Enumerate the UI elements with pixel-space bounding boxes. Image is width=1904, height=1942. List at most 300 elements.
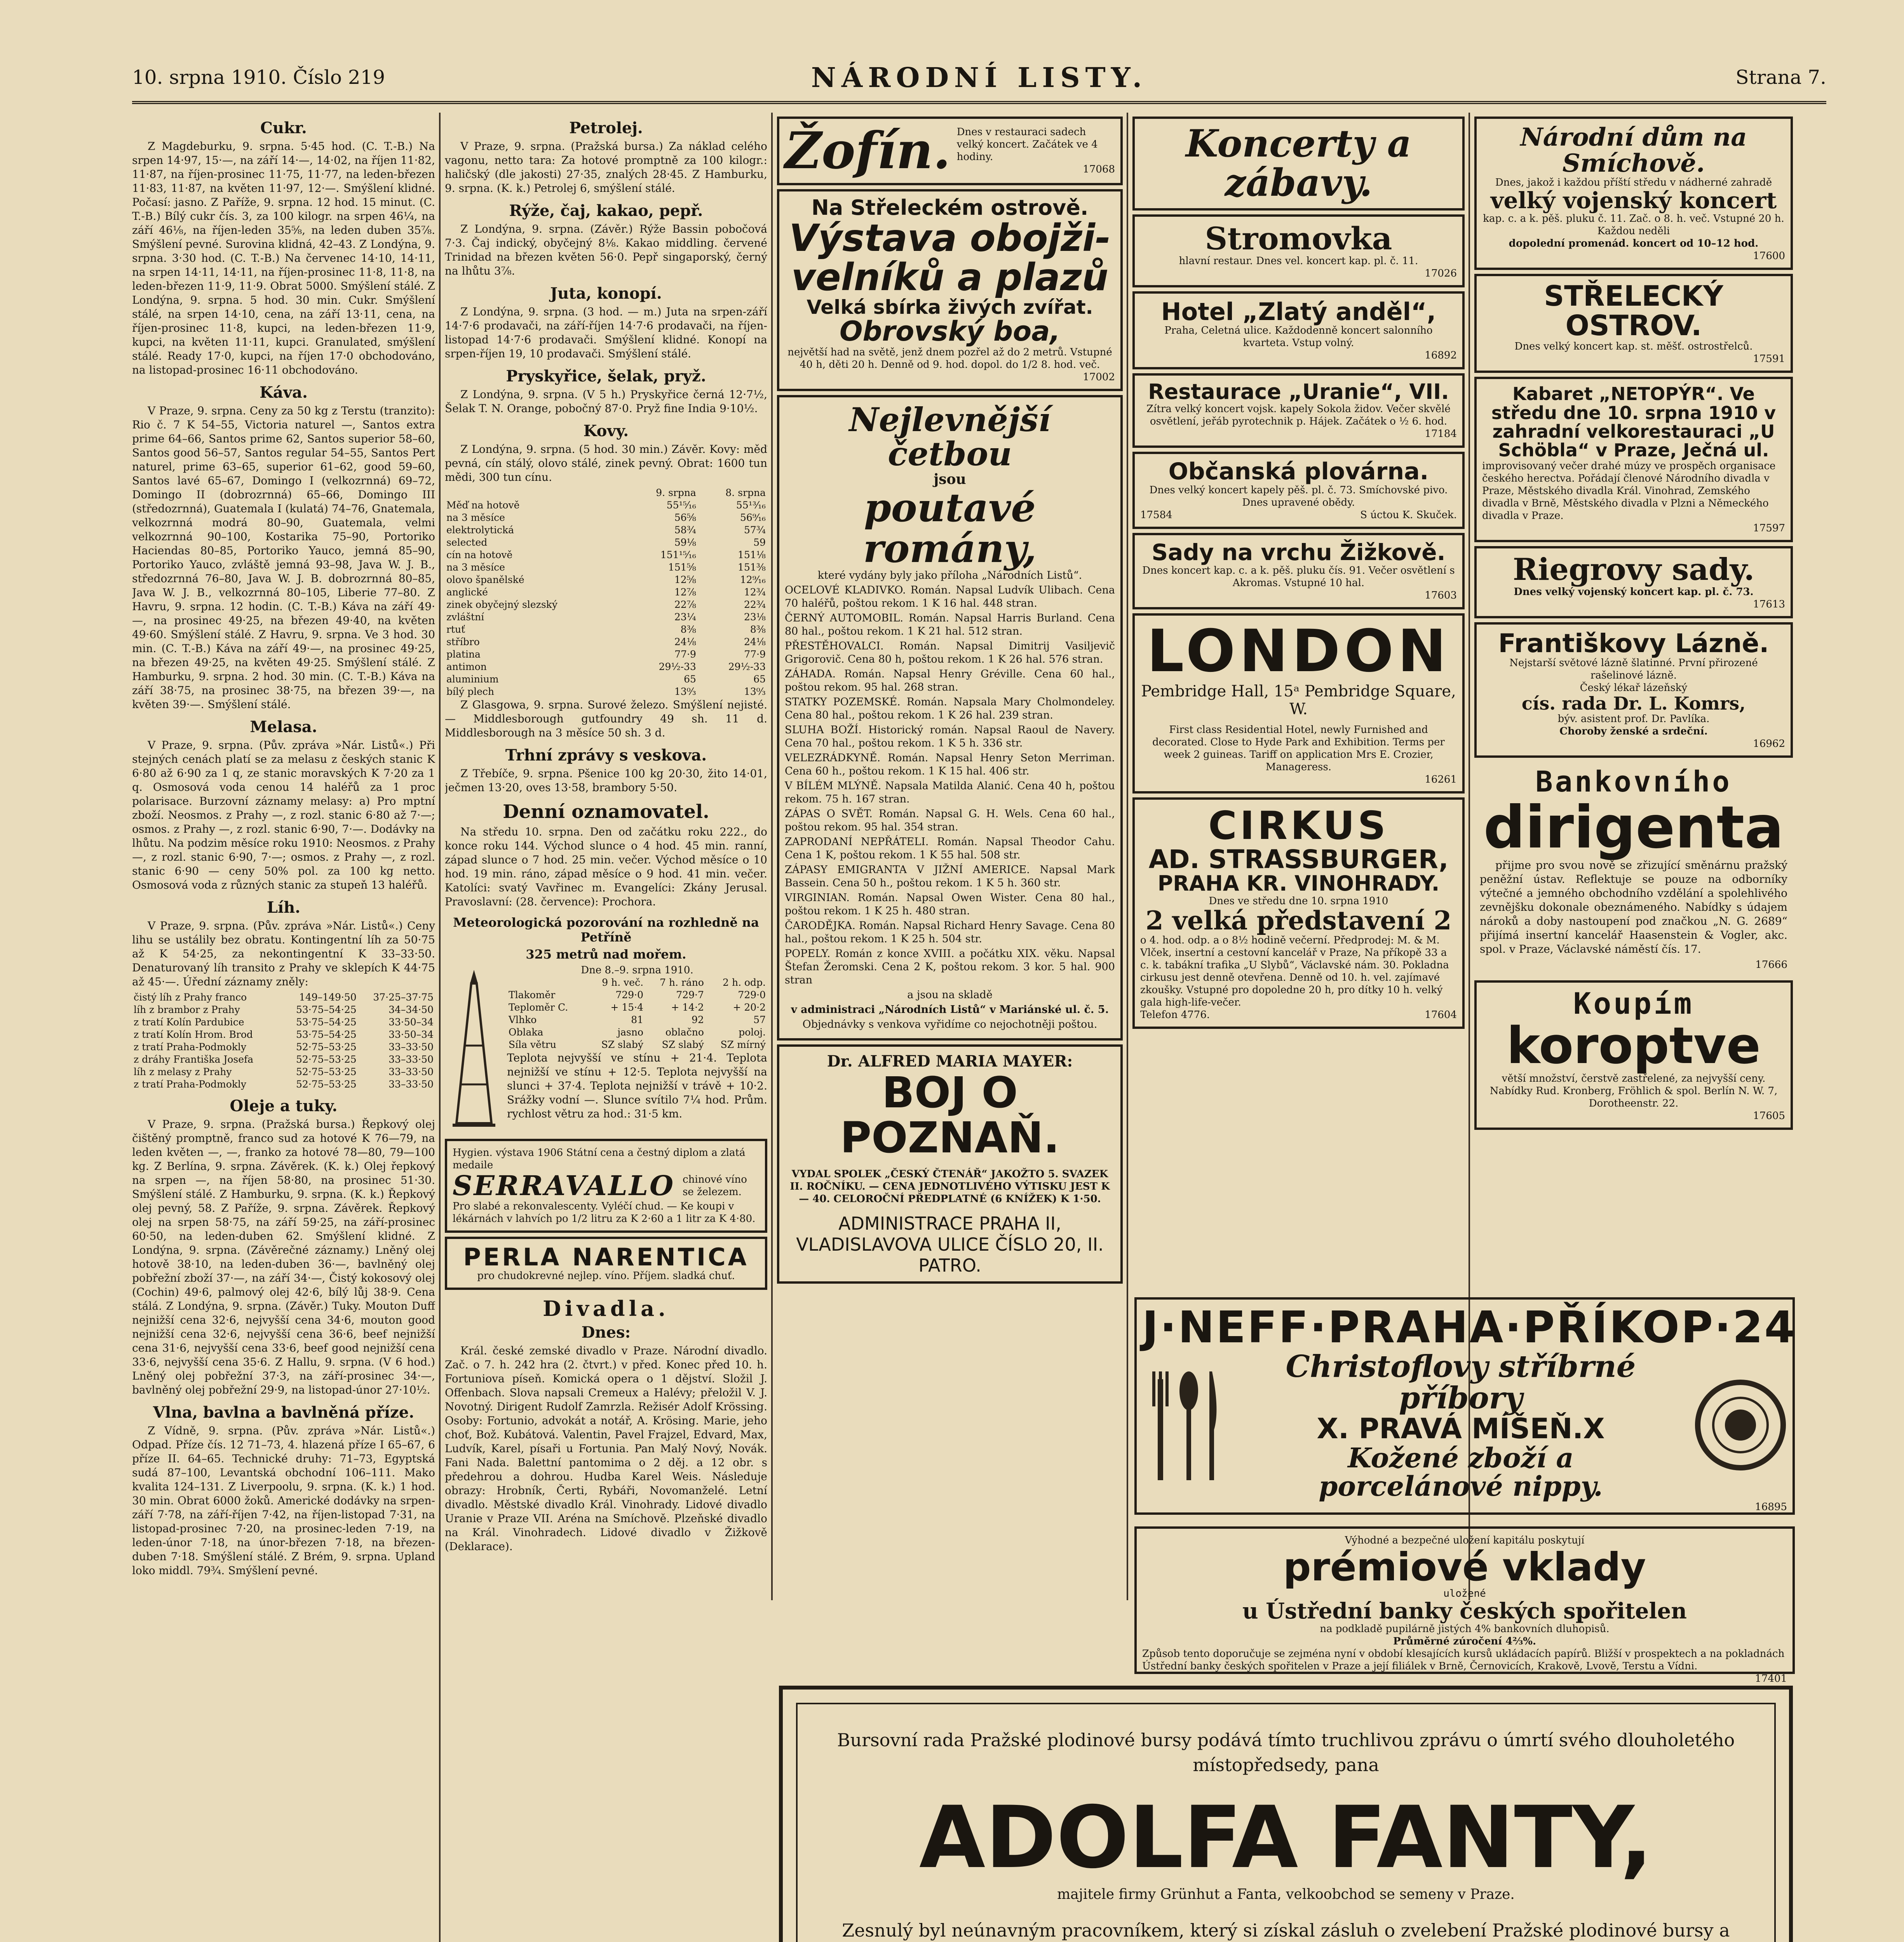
table-cell: bílý plech	[446, 686, 494, 697]
stromovka-text: hlavní restaur. Dnes vel. koncert kap. pl. č. 11.	[1179, 255, 1418, 267]
section-heading: Melasa.	[250, 718, 317, 736]
table-cell: z tratí Kolín Hrom. Brod	[134, 1029, 253, 1040]
table-cell: Vlhko	[509, 1014, 537, 1025]
neff-ad	[1134, 1297, 1795, 1515]
table-cell: aluminium	[446, 673, 499, 685]
table-cell: 37·25–37·75	[373, 992, 434, 1003]
novel-list-item: ZÁHADA. Román. Napsal Henry Gréville. Cena 60 hal., poštou rekom. 95 hal. 268 stran.	[785, 668, 1115, 694]
table-cell: zvláštní	[446, 611, 484, 623]
metals-table-row	[445, 623, 767, 636]
exhibition-title-2: velníků a plazů	[791, 255, 1109, 299]
metals-table-row	[445, 648, 767, 661]
zlaty-text: Praha, Celetná ulice. Každodenně koncert salonního kvarteta. Vstup volný.	[1164, 324, 1433, 349]
serravallo-award: Hygien. výstava 1906 Státní cena a čestný diplom a zlatá medaile	[453, 1147, 746, 1171]
petrin-tower-icon	[449, 968, 499, 1131]
resin-report: Z Londýna, 9. srpna. (V 5 h.) Pryskyřice černá 12·7½, Šelak T. N. Orange, pobočný 87·0. Pryž fine India 9·10½.	[445, 388, 767, 415]
petroleum-report: V Praze, 9. srpna. (Pražská bursa.) Za náklad celého vagonu, netto tara: Za hotové promptně za 100 kilogr.: haličský (dle jakosti) 27·35, znalých 28·45. Z Hamburku, 9. srpna. (K. k.) Petrolej 6, smýšlení stálé.	[445, 140, 767, 195]
coffee-report: V Praze, 9. srpna. Ceny za 50 kg z Terstu (tranzito): Rio č. 7 K 54–55, Victoria naturel —, Santos extra prime 64–66, Santos prime 62, Santos superior 58–60, Santos good 56–57, Santos regular 54–55, Santos Pert naturel, prime 63–65, superior 61–62, good 59–60, Santos lavé 65–67, Domingo I (velkozrnná) 69–72, Domingo II (dobrozrnná) 65–66, Domingo III (středozrnná), Guatemala I (kulatá) 74–76, Gnatemala, velkozrnná modrá 80–90, Guatemala, velmi velkozrnná 90–100, Kostarika 75–90, Portoriko Haciendas 80–85, Portoriko Yauco, jemná 85–90, Portoriko Yauco, zvláště jemná 93–98, Java W. J. B., středozrnná 76–80, Java W. J. B. dobrozrnná 80–85, Java W. J. B., velkozrnná 80–105, Liberie 77–80. Z Havru, 9. srpna. 12 hodin. (C. T.-B.) Káva na září 49·—, na prosinec 49·25, na březen 49·40, na květen 49·60. Smýšlení stálé. Z Havru, 9. srpna. Ve 3 hod. 30 min. (C. T.-B.) Káva na září 49·—, na prosinec 49·25, na březen 49·25, na květen 49·25. Smýšlení stálé. Z Hamburku, 9. srpna. 2 hod. 30 min. (C. T.-B.) Káva na září 38·75, na prosinec 38·75, na březen 39·—, na květen 39·—. Smýšlení stálé.	[132, 404, 435, 711]
ad-number: 17603	[1425, 590, 1457, 602]
table-cell: SZ slabý	[601, 1039, 644, 1050]
table-cell: 13⁰⁄₃	[744, 686, 766, 697]
molasses-report: V Praze, 9. srpna. (Pův. zpráva »Nár. Listů«.) Při stejných cenách platí se za melasu z českých stanic K 6·80 až 6·90 za 1 q, ze stanic moravských K 7·20 za 1 q. Osmosová voda cenou 14 haléřů za 1 proc polarisace. Burzovní záznamy melasy: a) Pro mptní zboží. Neosmos. z Prahy —, z rozl. stanic 6·80 až 7·—; osmos. z Prahy —, z rozl. stanic 6·90, 7·—. Dodávky na lhůtu. Na podzim měsíce roku 1910: Neosmos. z Prahy —, z rozl. stanic 6·90, 7·—; osmos. z Prahy —, z rozl. stanic 6·90 — ceny 50% pol. za 100 kg netto. Osmosová voda z různých stanic za stupeň 13 haléřů.	[132, 739, 435, 891]
narodni-promenade: dopolední promenád. koncert od 10–12 hod.	[1509, 238, 1759, 250]
partridge-heading-1: Koupím	[1573, 986, 1694, 1021]
table-cell: oblačno	[665, 1027, 704, 1038]
novel-list-item: ZÁPAS O SVĚT. Román. Napsal G. H. Wels. Cena 60 hal., poštou rekom. 95 hal. 354 stran.	[785, 808, 1115, 834]
table-cell: platina	[446, 649, 481, 660]
weather-table	[507, 976, 767, 1051]
column-rule	[1127, 113, 1128, 1600]
zofin-ad	[777, 117, 1123, 185]
table-cell: 33–33·50	[388, 1066, 434, 1077]
novels-intro: které vydány byly jako příloha „Národních Listů“.	[817, 569, 1082, 582]
ad-number: 17613	[1753, 598, 1785, 610]
sady-text: Dnes koncert kap. c. a k. pěš. pluku čís. 91. Večer osvětlení s Akromas. Vstupné 10 hal.	[1142, 565, 1455, 589]
table-cell: Teploměr C.	[509, 1002, 568, 1013]
mayer-admin: ADMINISTRACE PRAHA II, VLADISLAVOVA ULICE ČÍSLO 20, II. PATRO.	[796, 1213, 1104, 1276]
zlaty-andel-ad	[1132, 291, 1465, 369]
table-cell: jasno	[617, 1027, 644, 1038]
table-cell: selected	[446, 537, 488, 548]
table-cell: 23¼	[674, 611, 696, 623]
narodni-dum-ad	[1474, 117, 1793, 270]
table-cell: 12¾	[744, 586, 766, 598]
table-cell: stříbro	[446, 636, 480, 647]
ad-number: 17401	[1755, 1672, 1787, 1684]
spirit-table-row	[132, 1078, 435, 1091]
ads-column-5	[1474, 113, 1793, 1278]
table-cell: 52·75–53·25	[296, 1066, 357, 1077]
table-cell: 24⅛	[674, 636, 696, 647]
theatre-listings: Král. české zemské divadlo v Praze. Národní divadlo. Zač. o 7. h. 242 hra (2. čtvrt.) v před. Konec před 10. h. Fortuniova píseň. Komická opera o 1 dějství. Složil J. Offenbach. Slova napsali Cremeux a Halévy; přeložil V. J. Novotný. Dirigent Rudolf Zamrzla. Režisér Adolf Krössing. Osoby: Fortunio, advokát a notář, A. Krösing. Marie, jeho choť, Bož. Kubátová. Valentin, Pavel Frajzel, Edvard, Max, Ludvík, Karel, písaři u Fortunia. Pan Malý Nový, Novák. Fani Nada. Balettní pantomima o 2 děj. a 12 obr. s předehrou a dohrou. Hudba Karel Weis. Následuje obrazy: Hrobník, Čerti, Rybáři, Novomanželé. Letní divadlo. Městské divadlo Král. Vinohrady. Lidové divadlo Uranie v Praze VII. Aréna na Smíchově. Plzeňské divadlo na Král. Vinohradech. Lidové divadlo v Žižkově (Deklarace).	[445, 1344, 767, 1553]
jute-report: Z Londýna, 9. srpna. (3 hod. — m.) Juta na srpen-září 14·7·6 prodavači, na září-říjen 14·7·6 prodavači, na říjen-listopad 14·7·6 prodavači. Smýšlení klidné. Konopí na srpen-říjen 19, 10 prodavači. Smýšlení stálé.	[445, 305, 767, 360]
table-cell: 56⅝	[674, 512, 696, 523]
london-text: First class Residential Hotel, newly Furnished and decorated. Close to Hyde Park and Exhibition. Terms per week 2 guineas. Tariff on application Mrs E. Crozier, Manageress.	[1152, 724, 1445, 773]
table-cell: 53·75–54·25	[296, 1016, 357, 1028]
metals-table-row	[445, 661, 767, 673]
novel-list-item: OCELOVÉ KLADIVKO. Román. Napsal Ludvík Ulibach. Cena 70 haléřů, poštou rekom. 1 K 16 hal. 448 stran.	[785, 584, 1115, 610]
page-number: Strana 7.	[1735, 66, 1826, 89]
metals-col-head: 8. srpna	[725, 487, 766, 498]
table-cell: cín na hotově	[446, 549, 513, 560]
table-cell: + 20·2	[733, 1002, 766, 1013]
table-cell: olovo španělské	[446, 574, 524, 585]
premium-title: prémiové vklady	[1283, 1544, 1646, 1590]
table-cell: na 3 měsíce	[446, 562, 505, 573]
serravallo-brand: SERRAVALLO	[453, 1169, 675, 1202]
table-cell: 52·75–53·25	[296, 1079, 357, 1090]
table-cell: 52·75–53·25	[296, 1054, 357, 1065]
metals-table-row	[445, 512, 767, 524]
metals-table-row	[445, 611, 767, 623]
circus-performances: 2 velká představení 2	[1145, 905, 1452, 936]
table-cell: 8⅜	[680, 624, 696, 635]
table-cell: 729·0	[615, 989, 644, 1001]
metals-table	[445, 487, 767, 698]
theatre-heading: Divadla.	[543, 1296, 669, 1321]
section-heading: Petrolej.	[569, 119, 643, 137]
spirit-table-row	[132, 1053, 435, 1066]
perla-title: PERLA NARENTICA	[463, 1242, 749, 1271]
neff-porcelain: porcelánové nippy.	[1319, 1470, 1603, 1503]
obituary-intro: Bursovní rada Pražské plodinové bursy podává tímto truchlivou zprávu o úmrtí svého dlouholetého místopředsedy, pana	[837, 1730, 1735, 1775]
table-cell: rtuť	[446, 624, 465, 635]
table-cell: 33–33·50	[388, 1079, 434, 1090]
urania-text: Zítra velký koncert vojsk. kapely Sokola židov. Večer skvělé osvětlení, jeřáb pyrotechnik p. Hájek. Začátek o ½ 6. hod.	[1146, 403, 1451, 428]
zlaty-title: Hotel „Zlatý anděl“,	[1161, 297, 1436, 326]
weather-extra: Teplota nejvyšší ve stínu + 21·4. Teplota nejnižší ve stínu + 12·5. Teplota nejvyšší na slunci + 37·4. Teplota nejnižší v trávě + 10·2. Srážky vodní —. Slunce svítilo 7¼ hod. Prům. rychlost větru za hod.: 31·5 km.	[507, 1051, 767, 1120]
section-heading: Pryskyřice, šelak, pryž.	[506, 367, 706, 385]
premium-text: na podkladě pupilárně jistých 4% bankovních dluhopisů.	[1320, 1623, 1610, 1635]
table-cell: 65	[684, 673, 696, 685]
circus-place: PRAHA KR. VINOHRADY.	[1157, 871, 1440, 896]
table-cell: 149–149·50	[299, 992, 357, 1003]
issue-date: 10. srpna 1910. Číslo 219	[132, 66, 385, 89]
section-heading: Vlna, bavlna a bavlněná příze.	[153, 1403, 415, 1422]
table-cell: zinek obyčejný slezský	[446, 599, 557, 610]
metals-table-row	[445, 561, 767, 574]
table-cell: 151⅜	[738, 562, 766, 573]
stromovka-ad	[1132, 214, 1465, 287]
table-cell: 22¾	[744, 599, 766, 610]
ad-number: 17600	[1753, 250, 1785, 262]
weather-table-row	[507, 1039, 767, 1051]
table-cell: 151⅝	[668, 562, 696, 573]
table-cell: 53·75–54·25	[296, 1029, 357, 1040]
table-cell: 29½-33	[728, 661, 766, 672]
narodni-text: Dnes, jakož i každou příští středu v nádherné zahradě	[1495, 177, 1772, 189]
table-cell: 29½-33	[658, 661, 696, 672]
ad-number: 17597	[1753, 522, 1785, 534]
weather-subheading: 325 metrů nad mořem.	[526, 947, 686, 962]
partridge-ad	[1474, 980, 1793, 1129]
riegrovy-text: Dnes velký vojenský koncert kap. pl. č. 73.	[1514, 586, 1754, 598]
zizkov-gardens-ad	[1132, 533, 1465, 609]
novels-heading-2: jsou	[934, 471, 966, 488]
novels-foot: a jsou na skladě	[907, 989, 993, 1001]
spirit-table-row	[132, 1016, 435, 1028]
narodni-text-2: kap. c. a k. pěš. pluku č. 11. Zač. o 8. h. več. Vstupné 20 h.	[1483, 213, 1784, 225]
table-cell: + 14·2	[671, 1002, 704, 1013]
table-cell: líh z brambor z Prahy	[134, 1004, 240, 1015]
lazne-title: Františkovy Lázně.	[1498, 628, 1769, 658]
petrin-tower-illustration	[445, 968, 503, 1131]
table-cell: na 3 měsíce	[446, 512, 505, 523]
table-cell: 24⅛	[744, 636, 766, 647]
cotton-report: Z Vídně, 9. srpna. (Pův. zpráva »Nár. Listů«.) Odpad. Příze čís. 12 71–73, 4. hlazená příze I 65–67, 6 příze II. 64–65. Technické druhy: 71–73, Egyptská sudá 87–100, Levantská obchodní 106–111. Mako kvalita 124–131. Z Liverpoolu, 9. srpna. (K. k.) 1 hod. 30 min. Obrat 6000 žoků. Americké dodávky na srpen-září 7·78, na září-říjen 7·42, na říjen-listopad 7·31, na listopad-prosinec 7·20, na prosinec-leden 7·19, na leden-únor 7·18, na únor-březen 7·18, na březen-duben 7·18. Smýšlení stálé. Z Brém, 9. srpna. Upland loko middl. 79¾. Smýšlení pevné.	[132, 1424, 435, 1577]
section-heading: Denní oznamovatel.	[503, 801, 709, 823]
spirit-report: V Praze, 9. srpna. (Pův. zpráva »Nár. Listů«.) Ceny lihu se ustálily bez obratu. Kontingentní líh za 50·75 až K 54·25, za nekontingentní K 33–33·50. Denaturovaný líh transito z Prahy ve sklepích K 44·75 až 45·—. Úřední záznamy zněly:	[132, 919, 435, 988]
table-cell: Tlakoměr	[509, 989, 556, 1001]
london-title: LONDON	[1147, 618, 1450, 686]
serravallo-desc: chinové víno se železem.	[683, 1173, 747, 1198]
daily-notices: Na středu 10. srpna. Den od začátku roku 222., do konce roku 144. Východ slunce o 4 hod. 45 min. ranní, západ slunce o 7 hod. 25 min. večer. Východ měsíce o 10 hod. 19 min. ráno, západ měsíce o 9 hod. 41 min. večer. Katolíci: svatý Vavřinec m. Evangelíci: Zkány Jerusal. Pravoslavní: (28. července): Prochora.	[445, 825, 767, 908]
column-rule	[439, 113, 441, 1942]
novel-list-item: VIRGINIAN. Román. Napsal Owen Wister. Cena 80 hal., poštou rekom. 1 K 25 h. 480 stran.	[785, 892, 1115, 917]
obituary-name: ADOLFA FANTY,	[919, 1788, 1653, 1887]
table-cell: 151¹⁵⁄₁₆	[660, 549, 696, 560]
table-cell: 33·50–34	[388, 1029, 434, 1040]
circus-title: CIRKUS	[1208, 802, 1389, 848]
ad-number: 17026	[1425, 267, 1457, 279]
riegrovy-title: Riegrovy sady.	[1512, 552, 1755, 587]
section-heading: Rýže, čaj, kakao, pepř.	[509, 202, 703, 220]
plovarna-sign: S úctou K. Skuček.	[1360, 509, 1457, 521]
sady-title: Sady na vrchu Žižkově.	[1151, 539, 1446, 566]
ad-number: 17666	[1755, 959, 1787, 971]
frantiskovy-lazne-ad	[1474, 622, 1793, 758]
ad-number: 17068	[1083, 164, 1115, 176]
ad-number: 16895	[1755, 1501, 1787, 1513]
novels-ad	[777, 395, 1123, 1041]
weather-date: Dne 8.–9. srpna 1910.	[581, 964, 693, 976]
spirit-table-row	[132, 1041, 435, 1053]
novels-heading-1: Nejlevnější četbou	[849, 400, 1051, 473]
premium-deposits-ad	[1134, 1526, 1795, 1684]
ad-number: 16261	[1425, 773, 1457, 785]
column-rule	[771, 113, 773, 1600]
circus-text: o 4. hod. odp. a o 8½ hodině večerní. Předprodej: M. & M. Vlček, insertní a cestovní kancelář v Praze, Na příkopě 33 a c. k. tabákní trafika „U Slybů“, Václavské nám. 30. Pokladna cirkusu jest denně otevřena. Denně od 10. h. vel. zajímavé zkoušky. Vstupné pro dopoledne 20 h, pro dítky 10 h. velký gala high-life-večer.	[1140, 934, 1449, 1009]
grain-report: Z Třebíče, 9. srpna. Pšenice 100 kg 20·30, žito 14·01, ječmen 13·20, oves 13·58, brambory 5·50.	[445, 767, 767, 794]
obituary-firm: majitele firmy Grünhut a Fanta, velkoobchod se semeny v Praze.	[1057, 1886, 1515, 1902]
partridge-heading-2: koroptve	[1507, 1016, 1761, 1075]
ad-number: 17584	[1140, 509, 1172, 521]
metals-table-row	[445, 574, 767, 586]
metals-table-row	[445, 636, 767, 648]
theatre-today: Dnes:	[581, 1323, 631, 1342]
ad-number: 17591	[1753, 353, 1785, 365]
plovarna-ad	[1132, 452, 1465, 529]
table-cell: 56⁹⁄₁₆	[740, 512, 766, 523]
circus-date: Dnes ve středu dne 10. srpna 1910	[1209, 895, 1388, 907]
table-cell: 81	[631, 1014, 644, 1025]
metals-table-row	[445, 536, 767, 549]
market-column-2	[445, 113, 767, 1942]
serravallo-text: Pro slabé a rekonvalescenty. Vyléčí chud. — Ke koupi v lékárnách v lahvích po 1/2 litru za K 2·60 a 1 litr za K 4·80.	[453, 1200, 756, 1225]
metals-col-head: 9. srpna	[656, 487, 696, 498]
lazne-doctor-specialty: Choroby ženské a srdeční.	[1559, 726, 1708, 738]
novels-order: Objednávky s venkova vyřidíme co nejochotněji poštou.	[802, 1018, 1097, 1031]
oil-report: V Praze, 9. srpna. (Pražská bursa.) Řepkový olej čištěný promptně, franco sud za hotové K 76—79, na leden květen —, —, franko za hotové 78—80, 79—100 kg. Z Berlína, 9. srpna. Závěrek. (K. k.) Olej řepkový na srpen —, na říjen 58·80, na prosinec 51·30. Smýšlení stálé. Z Hamburku, 9. srpna. (K. k.) Řepkový olej pevný, 58. Z Paříže, 9. srpna. Závěrek. Řepkový olej na srpen 58·75, na září 59·25, na září-prosinec 60·50, na leden-duben 62. Smýšlení klidné. Z Londýna, 9. srpna. (Závěrečné záznamy.) Lněný olej hotově 38·10, na leden-duben 36·—, bavlněný olej pobřežní zboží 37·—, na září 34·—, Čistý kokosový olej (Cochin) 49·6, palmový olej 42·6, bílý lůj 38·9. Cena stálá. Z Londýna, 9. srpna. (Závěr.) Tuky. Mouton Duff nejnižší cena 32·6, nejvyšší cena 34·6, mouton good nejnižší cena 32·6, nejvyšší cena 36·6, beef nejnižší cena 31·6, nejvyšší cena 33·6, beef good nejnižší cena 33·6, nejvyšší cena 35·6. Z Hallu, 9. srpna. (V 6 hod.) Lněný olej pobřežní 37·3, na září-prosinec 34·—, bavlněný olej pobřežní 29·9, na listopad-únor 27·10½.	[132, 1118, 435, 1396]
section-heading: Juta, konopí.	[550, 284, 662, 303]
zofin-text: Dnes v restauraci sadech velký koncert. Začátek ve 4 hodiny.	[956, 126, 1098, 163]
neff-cutlery: Christoflovy stříbrné příbory	[1286, 1349, 1636, 1416]
mayer-title: BOJ O POZNAŇ.	[840, 1068, 1060, 1162]
novel-list-item: ZÁPASY EMIGRANTA V JIŽNÍ AMERICE. Napsal Mark Bassein. Cena 50 h., poštou rekom. 1 K 5 h. 360 str.	[785, 864, 1115, 889]
table-cell: čistý líh z Prahy franco	[134, 992, 247, 1003]
spirit-table-row	[132, 991, 435, 1004]
ostrov-title: Na Střeleckém ostrově.	[811, 195, 1089, 220]
exhibition-text: největší had na světě, jenž dnem pozřel až do 2 metrů. Vstupné 40 h, děti 20 h. Denně od 9. hod. dopol. do 1/2 8. hod. več.	[787, 346, 1112, 371]
plate-icon	[1694, 1378, 1787, 1473]
weather-table-row	[507, 989, 767, 1001]
lazne-doctor-label: Český lékař lázeňský	[1580, 682, 1688, 694]
circus-ad	[1132, 797, 1465, 1029]
weather-block	[445, 964, 767, 1135]
table-cell: poloj.	[739, 1027, 766, 1038]
premium-text-2: Způsob tento doporučuje se zejména nyní v období klesajících kursů ukládacích papírů. Bližší v prospektech a na pokladnách Ústřední banky českých spořitelen v Praze a její filiálek v Brně, Černovicích, Krakově, Lvově, Terstu a Vídni.	[1142, 1648, 1785, 1672]
section-heading: Trhní zprávy s veskova.	[505, 746, 707, 764]
table-cell: líh z melasy z Prahy	[134, 1066, 232, 1077]
kabaret-title: Kabaret „NETOPÝR“. Ve středu dne 10. srpna 1910 v zahradní velkorestauraci „U Schöbla“ v Praze, Ječná ul.	[1491, 383, 1776, 461]
mayer-text: VYDAL SPOLEK „ČESKÝ ČTENÁŘ“ JAKOŽTO 5. SVAZEK II. ROČNÍKU. — CENA JEDNOTLIVÉHO VÝTISKU JEST K — 40. CELOROČNÍ PŘEDPLATNÉ (6 KNÍŽEK) K 1·50.	[790, 1168, 1110, 1205]
table-cell: 57¾	[744, 524, 766, 536]
table-cell: Oblaka	[509, 1027, 544, 1038]
masthead: NÁRODNÍ LISTY.	[811, 61, 1148, 94]
weather-table-row	[507, 1026, 767, 1039]
table-cell: 92	[692, 1014, 704, 1025]
sugar-report: Z Magdeburku, 9. srpna. 5·45 hod. (C. T.-B.) Na srpen 14·97, 15·—, na září 14·—, 14·02, na říjen 11·82, 11·87, na říjen-prosinec 11·75, 11·77, na leden-březen 11·83, 11·87, na květen 11·97, 12·—. Smýšlení klidné. Počasí: jasno. Z Paříže, 9. srpna. 12 hod. 15 minut. (C. T.-B.) Bílý cukr čís. 3, za 100 kilogr. na srpen 46¼, na září 46⅛, na říjen-leden 35⅝, na leden duben 35⅞. Smýšlení pevné. Surovina klidná, 42–43. Z Londýna, 9. srpna. 3·30 hod. (C. T.-B.) Na červenec 14·10, 14·11, na srpen 14·11, 14·11, na říjen-prosinec 11·8, 11·8, na leden-březen 11·9, 11·9. Obrat 5000. Smýšlení stálé. Z Londýna, 9. srpna. 5 hod. 30 min. Cukr. Smýšlení stálé, na srpen 14·10, cena, na září 13·11, cena, na říjen-prosinec 11·8, kupci, na leden-březen 11·9, kupci, na květen 11·11, kupci. Granulated, smýšlení stálé. Ready 17·0, kupci, na říjen 17·0 obchodováno, na listopad-prosinec 16·11 obchodováno.	[132, 140, 435, 376]
concerts-title: Koncerty a zábavy.	[1185, 122, 1411, 205]
table-cell: 12⅝	[674, 574, 696, 585]
serravallo-ad	[445, 1139, 767, 1233]
table-cell: 33–33·50	[388, 1054, 434, 1065]
market-column	[132, 113, 435, 1942]
premium-bank: u Ústřední banky českých spořitelen	[1242, 1598, 1687, 1624]
weather-col-head: 2 h. odp.	[723, 977, 766, 988]
table-cell: 33–33·50	[388, 1041, 434, 1053]
strelecky-text: Dnes velký koncert kap. st. měšť. ostrostřelců.	[1514, 341, 1753, 353]
table-cell: 34–34·50	[388, 1004, 434, 1015]
table-cell: 22⅞	[674, 599, 696, 610]
table-cell: 77·9	[744, 649, 766, 660]
section-heading: Káva.	[260, 383, 308, 402]
circus-name: AD. STRASSBURGER,	[1148, 844, 1449, 874]
novels-list	[785, 584, 1115, 987]
ad-number: 17605	[1753, 1110, 1785, 1122]
table-cell: 55¹³⁄₁₆	[736, 499, 766, 511]
ad-number: 16962	[1753, 738, 1785, 750]
kabaret-text: improvisovaný večer drahé múzy ve prospěch organisace českého herectva. Pořádají členové Národního divadla v Praze, Městského divadla Král. Vinohrad, Zemského divadla v Brně, Městského divadla v Plzni a Německého divadla v Praze.	[1482, 460, 1776, 522]
zofin-title: Žofín.	[785, 121, 951, 180]
metals-table-row	[445, 673, 767, 686]
premium-mid: uložené	[1443, 1588, 1486, 1599]
table-cell: 59⅛	[674, 537, 696, 548]
novel-list-item: ZAPRODANÍ NEPŘÁTELI. Román. Napsal Theodor Cahu. Cena 1 K, poštou rekom. 1 K 55 hal. 508 str.	[785, 836, 1115, 861]
novel-list-item: STATKY POZEMSKÉ. Román. Napsala Mary Cholmondeley. Cena 80 hal., poštou rekom. 1 K 26 hal. 239 stran.	[785, 696, 1115, 722]
novels-admin: v administraci „Národních Listů“ v Mariánské ul. č. 5.	[791, 1004, 1109, 1016]
weather-table-row	[507, 1014, 767, 1026]
table-cell: 8⅜	[750, 624, 766, 635]
novel-list-item: V BÍLÉM MLÝNĚ. Napsala Matilda Alanić. Cena 40 h, poštou rekom. 75 h. 167 stran.	[785, 780, 1115, 806]
lazne-doctor-former: býv. asistent prof. Dr. Pavlíka.	[1557, 713, 1710, 725]
spirit-table-row	[132, 1066, 435, 1078]
iron-report: Z Glasgowa, 9. srpna. Surové železo. Smýšlení nejisté. — Middlesborough gutfoundry 49 sh. 11 d. Middlesborough na 3 měsíce 50 sh. 3 d.	[445, 698, 767, 739]
narodni-title: Národní dům na Smíchově.	[1520, 123, 1747, 178]
table-cell: 23⅛	[744, 611, 766, 623]
novel-list-item: ČERNÝ AUTOMOBIL. Román. Napsal Harris Burland. Cena 80 hal., poštou rekom. 1 K 21 hal. 512 stran.	[785, 612, 1115, 638]
table-cell: 729·0	[738, 989, 766, 1001]
table-cell: 13⁰⁄₃	[674, 686, 696, 697]
narodni-sunday: Každou neděli	[1597, 225, 1670, 237]
london-address: Pembridge Hall, 15ᵃ Pembridge Square, W.	[1141, 682, 1456, 718]
table-cell: z tratí Praha-Podmokly	[134, 1079, 247, 1090]
section-heading: Kovy.	[583, 422, 629, 440]
ad-number: 16892	[1425, 349, 1457, 361]
metals-table-row	[445, 499, 767, 512]
section-heading: Oleje a tuky.	[230, 1097, 338, 1115]
table-cell: z tratí Praha-Podmokly	[134, 1041, 247, 1053]
table-cell: 33·50–34	[388, 1016, 434, 1028]
ads-column-3	[777, 113, 1123, 1596]
table-cell: 65	[753, 673, 766, 685]
circus-phone: Telefon 4776.	[1140, 1009, 1210, 1021]
novel-list-item: POPELY. Román z konce XVIII. a počátku XIX. věku. Napsal Štefan Žeromski. Cena 2 K, poštou rekom. 3 kor. 5 hal. 900 stran	[785, 948, 1115, 987]
obituary-text: Zesnulý byl neúnavným pracovníkem, který si získal zásluh o zvelebení Pražské plodinové bursy a	[842, 1920, 1730, 1941]
table-cell: 58¾	[674, 524, 696, 536]
perla-text: pro chudokrevné nejlep. víno. Příjem. sladká chuť.	[477, 1270, 735, 1282]
neff-leather: Kožené zboží a	[1348, 1441, 1574, 1474]
bank-heading-1: Bankovního	[1535, 765, 1732, 799]
premium-intro: Výhodné a bezpečné uložení kapitálu poskytují	[1345, 1535, 1585, 1546]
table-cell: 77·9	[674, 649, 696, 660]
table-cell: SZ slabý	[662, 1039, 704, 1050]
riegrovy-sady-ad	[1474, 546, 1793, 618]
lazne-text: Nejstarší světové lázně šlatinné. První přirozené rašelinové lázně.	[1509, 657, 1758, 681]
mayer-book-ad	[777, 1044, 1123, 1284]
premium-rate: Průměrné zúročení 4⅔%.	[1393, 1635, 1536, 1647]
novel-list-item: SLUHA BOŽÍ. Historický román. Napsal Raoul de Navery. Cena 70 hal., poštou rekom. 1 K 5 h. 336 str.	[785, 724, 1115, 750]
perla-narentica-ad	[445, 1237, 767, 1290]
urania-ad	[1132, 373, 1465, 448]
exhibition-boa: Obrovský boa,	[839, 315, 1061, 348]
table-cell: 151⅛	[738, 549, 766, 560]
weather-col-head: 7 h. ráno	[660, 977, 704, 988]
weather-col-head: 9 h. več.	[602, 977, 644, 988]
spirit-table	[132, 991, 435, 1091]
novel-list-item: PŘESTĚHOVALCI. Román. Napsal Dimitrij Vasiljevič Grigorovič. Cena 80 h, poštou rekom. 1 K 26 hal. 576 stran.	[785, 640, 1115, 666]
partridge-text: větší množství, čerstvě zastřelené, za nejvyšší ceny. Nabídky Rud. Kronberg, Fröhlich & spol. Berlín N. W. 7, Dorotheenstr. 22.	[1489, 1072, 1778, 1109]
table-cell: Síla větru	[509, 1039, 556, 1050]
novel-list-item: VELEZRÁDKYNĚ. Román. Napsal Henry Seton Merriman. Cena 60 h., poštou rekom. 1 K 15 hal. 406 str.	[785, 752, 1115, 778]
section-heading: Cukr.	[260, 119, 307, 137]
bank-job-ad	[1474, 762, 1793, 976]
cutlery-icon	[1142, 1364, 1228, 1488]
table-cell: anglické	[446, 586, 488, 598]
concerts-header	[1132, 117, 1465, 211]
table-cell: + 15·4	[610, 1002, 644, 1013]
london-hotel-ad	[1132, 613, 1465, 794]
weather-heading: Meteorologická pozorování na rozhledně na Petříně	[453, 915, 759, 945]
strelecky-ostrov-ad	[1474, 274, 1793, 373]
table-cell: z dráhy Františka Josefa	[134, 1054, 254, 1065]
table-cell: z tratí Kolín Pardubice	[134, 1016, 244, 1028]
ad-number: 17604	[1425, 1009, 1457, 1021]
neff-title: J·NEFF·PRAHA·PŘÍKOP·24	[1142, 1302, 1796, 1353]
plovarna-text: Dnes velký koncert kapely pěš. pl. č. 73. Smíchovské pivo. Dnes upravené obědy.	[1149, 484, 1448, 509]
ad-number: 17002	[1083, 371, 1115, 383]
table-cell: 12⅞	[674, 586, 696, 598]
reptile-exhibition-ad	[777, 189, 1123, 391]
kabaret-ad	[1474, 377, 1793, 542]
table-cell: 53·75–54·25	[296, 1004, 357, 1015]
exhibition-sub: Velká sbírka živých zvířat.	[807, 296, 1093, 318]
strelecky-title: STŘELECKÝ OSTROV.	[1544, 280, 1723, 342]
table-cell: 57	[753, 1014, 766, 1025]
section-heading: Líh.	[267, 898, 301, 917]
bank-heading-2: dirigenta	[1483, 794, 1784, 861]
metals-table-row	[445, 524, 767, 536]
obituary-notice	[779, 1686, 1793, 1942]
urania-title: Restaurace „Uranie“, VII.	[1148, 379, 1449, 404]
spirit-table-row	[132, 1004, 435, 1016]
exhibition-title-1: Výstava obojži-	[789, 216, 1111, 260]
novel-list-item: ČARODĚJKA. Román. Napsal Richard Henry Savage. Cena 80 hal., poštou rekom. 1 K 25 h. 504 str.	[785, 920, 1115, 945]
table-cell: antimon	[446, 661, 487, 672]
metals-table-row	[445, 599, 767, 611]
table-cell: 55¹⁵⁄₁₆	[666, 499, 696, 511]
ad-number: 17184	[1425, 428, 1457, 440]
